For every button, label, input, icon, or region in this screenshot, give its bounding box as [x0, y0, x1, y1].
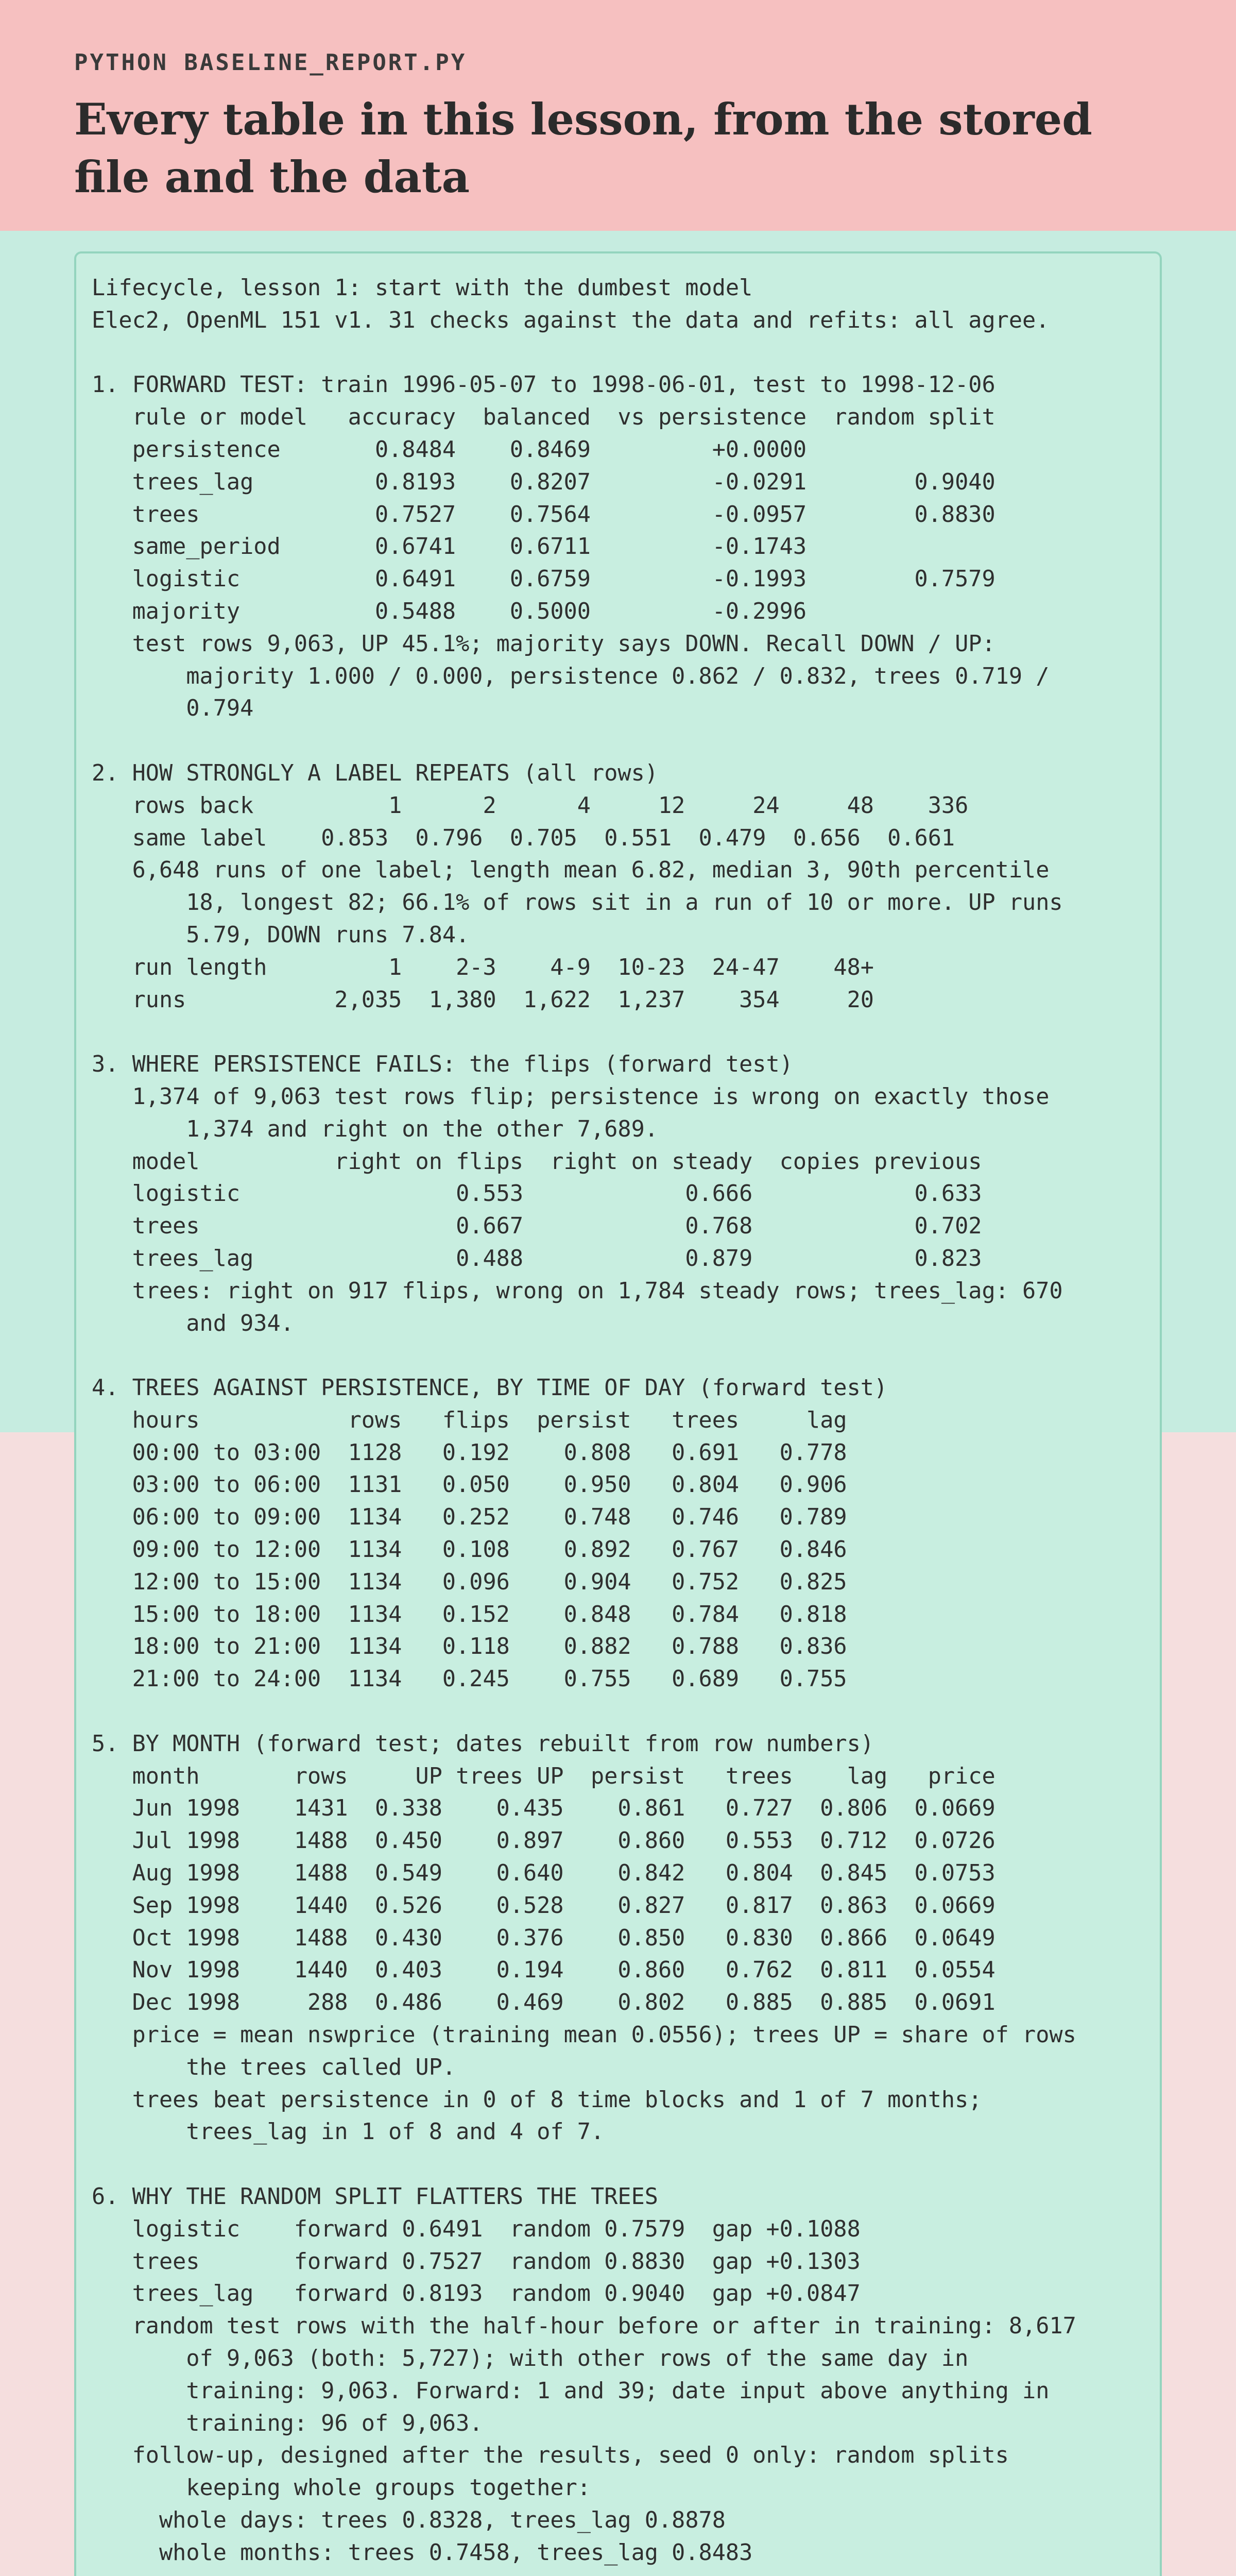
page-title: Every table in this lesson, from the stored file and the data	[74, 94, 1092, 202]
terminal-window[interactable]	[74, 251, 1162, 2576]
command-kicker: PYTHON BASELINE_REPORT.PY	[74, 49, 467, 76]
terminal-output: Lifecycle, lesson 1: start with the dumbest model Elec2, OpenML 151 v1. 31 checks against the data and refits: all agree. 1. FORWARD TEST: train 1996-05-07 to 1998-06-01, test to 1998-12-06 rule or model accuracy balanced vs persistence random split persistence 0.8484 0.8469 +0.0000 trees_lag 0.8193 0.8207 -0.0291 0.9040 trees 0.7527 0.7564 -0.0957 0.8830 same_period 0.6741 0.6711 -0.1743 logistic 0.6491 0.6759 -0.1993 0.7579 majority 0.5488 0.5000 -0.2996 test rows 9,063, UP 45.1%; majority says DOWN. Recall DOWN / UP: majority 1.000 / 0.000, persistence 0.862 / 0.832, trees 0.719 / 0.794 2. HOW STRONGLY A LABEL REPEATS (all rows) rows back 1 2 4 12 24 48 336 same label 0.853 0.796 0.705 0.551 0.479 0.656 0.661 6,648 runs of one label; length mean 6.82, median 3, 90th percentile 18, longest 82; 66.1% of rows sit in a run of 10 or more. UP runs 5.79, DOWN runs 7.84. run length 1 2-3 4-9 10-23 24-47 48+ runs 2,035 1,380 1,622 1,237 354 20 3. WHERE PERSISTENCE FAILS: the flips (forward test) 1,374 of 9,063 test rows flip; persistence is wrong on exactly those 1,374 and right on the other 7,689. model right on flips right on steady copies previous logistic 0.553 0.666 0.633 trees 0.667 0.768 0.702 trees_lag 0.488 0.879 0.823 trees: right on 917 flips, wrong on 1,784 steady rows; trees_lag: 670 and 934. 4. TREES AGAINST PERSISTENCE, BY TIME OF DAY (forward test) hours rows flips persist trees lag 00:00 to 03:00 1128 0.192 0.808 0.691 0.778 03:00 to 06:00 1131 0.050 0.950 0.804 0.906 06:00 to 09:00 1134 0.252 0.748 0.746 0.789 09:00 to 12:00 1134 0.108 0.892 0.767 0.846 12:00 to 15:00 1134 0.096 0.904 0.752 0.825 15:00 to 18:00 1134 0.152 0.848 0.784 0.818 18:00 to 21:00 1134 0.118 0.882 0.788 0.836 21:00 to 24:00 1134 0.245 0.755 0.689 0.755 5. BY MONTH (forward test; dates rebuilt from row numbers) month rows UP trees UP persist trees lag price Jun 1998 1431 0.338 0.435 0.861 0.727 0.806 0.0669 Jul 1998 1488 0.450 0.897 0.860 0.553 0.712 0.0726 Aug 1998 1488 0.549 0.640 0.842 0.804 0.845 0.0753 Sep 1998 1440 0.526 0.528 0.827 0.817 0.863 0.0669 Oct 1998 1488 0.430 0.376 0.850 0.830 0.866 0.0649 Nov 1998 1440 0.403 0.194 0.860 0.762 0.811 0.0554 Dec 1998 288 0.486 0.469 0.802 0.885 0.885 0.0691 price = mean nswprice (training mean 0.0556); trees UP = share of rows the trees called UP. trees beat persistence in 0 of 8 time blocks and 1 of 7 months; trees_lag in 1 of 8 and 4 of 7. 6. WHY THE RANDOM SPLIT FLATTERS THE TREES logistic forward 0.6491 random 0.7579 gap +0.1088 trees forward 0.7527 random 0.8830 gap +0.1303 trees_lag forward 0.8193 random 0.9040 gap +0.0847 random test rows with the half-hour before or after in training: 8,617 of 9,063 (both: 5,727); with other rows of the same day in training: 9,063. Forward: 1 and 39; date input above anything in training: 96 of 9,063. follow-up, designed after the results, seed 0 only: random splits keeping whole groups together: whole days: trees 0.8328, trees_lag 0.8878 whole months: trees 0.7458, trees_lag 0.8483	[92, 275, 1076, 2566]
